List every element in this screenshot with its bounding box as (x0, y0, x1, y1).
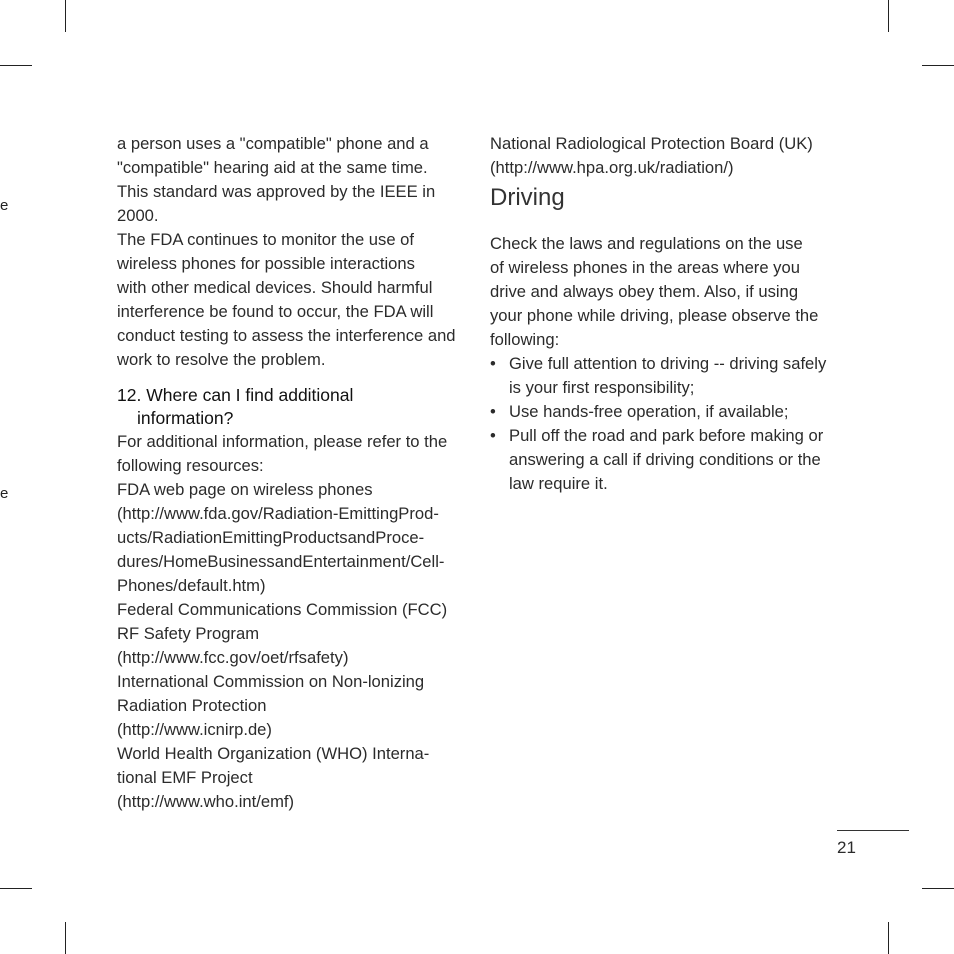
text-line: tional EMF Project (117, 768, 253, 787)
page-number: 21 (837, 838, 856, 857)
text-line: answering a call if driving conditions or the (509, 450, 821, 469)
crop-mark (0, 888, 32, 889)
text-line: The FDA continues to monitor the use of (117, 230, 415, 249)
text-line: Check the laws and regulations on the use (490, 234, 803, 253)
crop-mark (922, 888, 954, 889)
text-line: Federal Communications Commission (FCC) (117, 600, 448, 619)
text-line: (http://www.who.int/emf) (117, 792, 295, 811)
left-column (117, 132, 482, 814)
crop-mark (0, 65, 32, 66)
text-line: (http://www.fcc.gov/oet/rfsafety) (117, 648, 349, 667)
text-line: Give full attention to driving -- driving safely (509, 354, 827, 373)
text-line: RF Safety Program (117, 624, 260, 643)
text-line: (http://www.hpa.org.uk/radiation/) (490, 158, 734, 177)
text-line: following resources: (117, 456, 264, 475)
text-line: law require it. (509, 474, 608, 493)
bullet-item (490, 400, 860, 424)
text-line: Radiation Protection (117, 696, 267, 715)
paragraph (117, 228, 482, 372)
text-line: Use hands-free operation, if available; (509, 402, 789, 421)
page-number-rule (837, 830, 909, 831)
text-line: work to resolve the problem. (117, 350, 326, 369)
text-line: (http://www.fda.gov/Radiation-EmittingProd- (117, 504, 439, 523)
heading-line: information? (137, 408, 234, 428)
text-line: FDA web page on wireless phones (117, 480, 373, 499)
crop-mark (922, 65, 954, 66)
text-line: conduct testing to assess the interference and (117, 326, 456, 345)
text-line: your phone while driving, please observe the (490, 306, 819, 325)
crop-mark (888, 922, 889, 954)
text-line: For additional information, please refer to the (117, 432, 448, 451)
paragraph (117, 132, 482, 228)
section-title: Driving (490, 184, 565, 211)
text-line: is your first responsibility; (509, 378, 695, 397)
text-line: This standard was approved by the IEEE in (117, 182, 436, 201)
text-line: drive and always obey them. Also, if using (490, 282, 799, 301)
paragraph (490, 232, 860, 352)
text-line: (http://www.icnirp.de) (117, 720, 272, 739)
crop-mark (65, 0, 66, 32)
bullet-marker: • (490, 354, 496, 373)
text-line: International Commission on Non-lonizing (117, 672, 425, 691)
right-column (490, 132, 860, 496)
text-line: a person uses a "compatible" phone and a (117, 134, 429, 153)
text-line: following: (490, 330, 560, 349)
text-line: 2000. (117, 206, 159, 225)
text-line: National Radiological Protection Board (UK) (490, 134, 813, 153)
text-line: "compatible" hearing aid at the same time. (117, 158, 428, 177)
text-line: with other medical devices. Should harmful (117, 278, 433, 297)
bullet-marker: • (490, 426, 496, 445)
bullet-marker: • (490, 402, 496, 421)
heading-line: 12. Where can I find additional (117, 385, 354, 405)
edge-char: e (0, 485, 9, 502)
bullet-item (490, 424, 860, 496)
section-heading (117, 384, 482, 430)
bullet-item (490, 352, 860, 400)
text-line: interference be found to occur, the FDA will (117, 302, 434, 321)
crop-mark (888, 0, 889, 32)
resources-list (117, 430, 482, 814)
text-line: World Health Organization (WHO) Interna- (117, 744, 430, 763)
edge-char: e (0, 197, 9, 214)
text-line: Phones/default.htm) (117, 576, 266, 595)
text-line: wireless phones for possible interactions (117, 254, 415, 273)
crop-mark (65, 922, 66, 954)
text-line: Pull off the road and park before making or (509, 426, 824, 445)
text-line: ucts/RadiationEmittingProductsandProce- (117, 528, 425, 547)
paragraph (490, 132, 860, 180)
text-line: of wireless phones in the areas where you (490, 258, 800, 277)
text-line: dures/HomeBusinessandEntertainment/Cell- (117, 552, 445, 571)
